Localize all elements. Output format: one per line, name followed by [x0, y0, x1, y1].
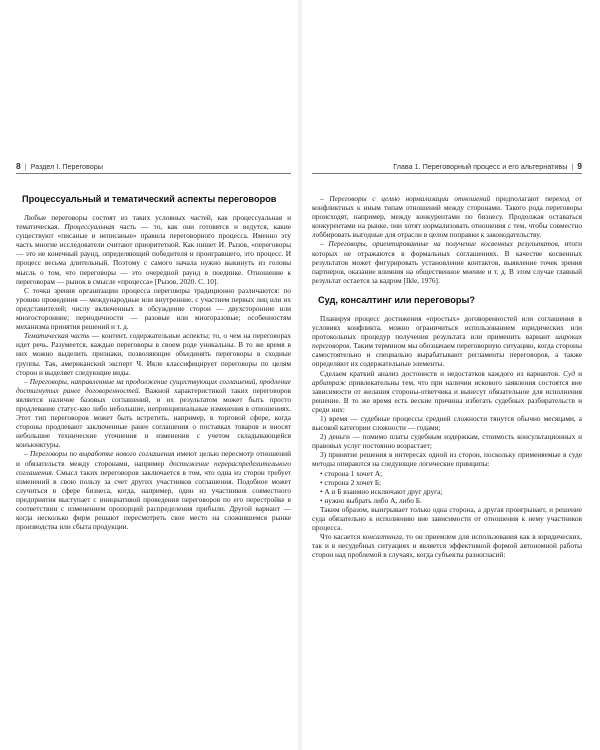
book-fold: [297, 0, 303, 750]
paragraph: С точки зрения организации процесса переговоры традиционно различаются: по уровню проведения — международные или внутренние, с участием первых лиц или их представителей; числу включенных в обсуждение сторон — двухсторонние или многосторонние; периодичности — разовые или многоразовые; особенностям механизма принятия решений и т. д.: [16, 285, 291, 332]
paragraph: • сторона 1 хочет А;: [320, 468, 383, 478]
right-page: [312, 160, 582, 720]
right-body-top: [312, 194, 582, 285]
left-page: [16, 160, 291, 720]
paragraph: Планируя процесс достижения «простых» договоренностей или соглашения в условиях конфликта, можно ограничиться использованием юридических или протокольных процедур получения результата или применить вариант широких переговоров. Таким термином мы обозначаем переговорную ситуацию, когда стороны самостоятельно и специально вырабатывают регламенты переговоров, а также определяют их содержательные элементы.: [312, 313, 582, 369]
paragraph: 2) деньги — помимо платы судебным издержкам, стоимость консультационных и правовых услуг постоянно возрастает;: [312, 432, 582, 451]
right-header-title: Глава 1. Переговорный процесс и его альтернативы: [393, 161, 568, 171]
left-header-title: Раздел I. Переговоры: [30, 161, 103, 171]
left-running-header: [16, 160, 291, 174]
section-title-court: Суд, консалтинг или переговоры?: [318, 294, 475, 305]
paragraph: Любые переговоры состоят из таких условных частей, как процессуальная и тематическая. Процессуальная часть — то, как они готовятся и ведутся, какие существуют «писаные и неписаные» правила переговорного процесса. Именно эту часть многие исследователи считают приоритетной. Как пишет И. Рызов, «переговоры — это не конечный раунд, определяющий победителя и проигравшего, это процесс. И процесс весьма длительный. Поэтому с самого начала нужно выкинуть из головы мысль о том, что переговоры — это очередной раунд в поединке. Отношение к переговорам — рынок в смысле «процесса» [Рызов, 2020. С. 10].: [16, 213, 291, 286]
paragraph: – Переговоры, ориентированные на получение косвенных результатов, итоги которых не отражаются в формальных соглашениях. В качестве косвенных результатов может фигурировать установление контактов, выявление точек зрения партнеров, оказание влияния на общественное мнение и т. д. В этом случае главный результат остается за кадром [Ikle, 1976].: [312, 239, 582, 285]
paragraph: • сторона 2 хочет Б;: [320, 477, 382, 487]
paragraph: 1) время — судебные процессы средней сложности тянутся обычно месяцами, а высокой категории сложности — годами;: [312, 413, 582, 433]
right-page-number: 9: [577, 161, 582, 171]
paragraph: Сделаем краткий анализ достоинств и недостатков каждого из вариантов. Суд и арбитраж привлекательны тем, что при наличии искового заявления состоятся вне зависимости от желания стороны-ответчика и вынесут обязательное для исполнения решение. В то же время есть веские причины избегать судебных разбирательств и среди них:: [312, 368, 583, 414]
right-running-header: [312, 160, 582, 174]
paragraph: – Переговоры, направленные на продолжение существующих соглашений, продление достигнутых ранее договоренностей. Важной характеристикой таких переговоров является наличие базовых соглашений, и их результатом может быть просто продлевание статус-кво либо небольшие, непринципиальные изменения в отношениях. Этот тип переговоров может быть встретить, например, в торговой сфере, когда стороны продлевают заключенные ранее соглашения о поставках товаров и вносят небольшие технические уточнения и изменения с учетом складывающейся конъюнктуры.: [16, 376, 291, 450]
left-page-number: 8: [16, 161, 21, 171]
left-body: [16, 213, 291, 531]
header-separator: |: [24, 161, 27, 171]
paragraph: 3) принятие решения в интересах одной из сторон, поскольку применяемые в суде методы опираются на следующие логические принципы:: [312, 450, 582, 469]
header-separator: |: [571, 161, 574, 171]
section-title-aspects: Процессуальный и тематический аспекты переговоров: [22, 194, 277, 204]
paragraph: – Переговоры по выработке нового соглашения имеют целью пересмотр отношений и обязательств между сторонами, например достижение перераспределительного соглашения. Смысл таких переговоров заключается в том, что одна из сторон требует изменений в свою пользу за счет других участников соглашения. Подобное может случиться в сфере бизнеса, когда, например, один из участников совместного предприятия выступает с инициативой проведения переговоров по его перестройке в соответствии с изменением пропорций распределения прибыли. Другой вариант — когда несколько фирм решают пересмотреть свое место на сложившемся рынке производства или сбыта продукции.: [16, 449, 291, 532]
paragraph: • нужно выбрать либо А, либо Б.: [320, 495, 422, 505]
paragraph: Что касается консалтинга, то он приемлем для использования как в юридических, так и в несудебных ситуациях и является эффективной формой автономной работы сторон над проблемой в случаях, когда субъекты разногласий:: [312, 532, 582, 560]
right-body-bottom: [312, 314, 582, 560]
paragraph: Тематическая часть — контент, содержательные аспекты; то, о чем на переговорах идет речь. Разумеется, каждые переговоры в своем роде уникальны. В то же время в них можно выделить признаки, позволяющие объединять переговоры в сходные группы. Так, американский эксперт Ч. Икле классифицирует переговоры по целям сторон и выделяет следующие виды.: [16, 331, 291, 377]
paragraph: • А и Б взаимно исключают друг друга;: [320, 486, 443, 496]
paragraph: Таким образом, выигрывает только одна сторона, а другая проигрывает, и решение суда обязательно к исполнению вне зависимости от отношения к нему участников процесса.: [312, 504, 582, 533]
paragraph: – Переговоры с целью нормализации отношений предполагают переход от конфликтных к иным типам отношений между сторонами. Такого рода переговоры происходят, например, между конкурентами по бизнесу. Продолжая оставаться конкурентами на рынке, они хотят нормализовать отношения с тем, чтобы совместно лоббировать выгодные для отрасли в целом поправки к законодательству.: [312, 194, 582, 240]
